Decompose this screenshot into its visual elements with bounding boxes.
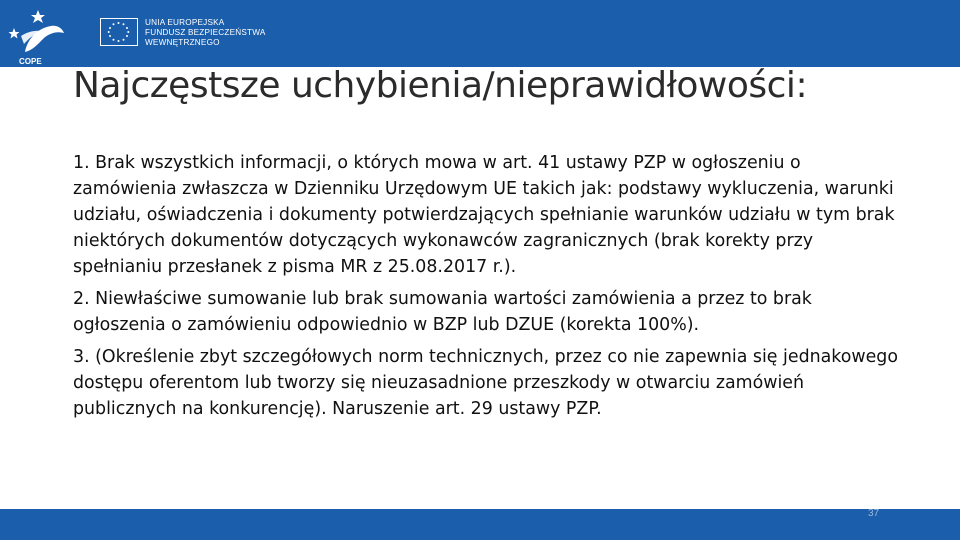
eu-flag-icon	[100, 18, 138, 46]
cope-logo-text: COPE	[19, 57, 42, 66]
list-item: 1. Brak wszystkich informacji, o których mowa w art. 41 ustawy PZP w ogłoszeniu o zamówienia zwłaszcza w Dzienniku Urzędowym UE takich jak: podstawy wykluczenia, warunki udziału, oświadczenia i dokumenty potwierdzających spełnianie warunków udziału w tym brak niektórych dokumentów dotyczących wykonawców zagranicznych (brak korekty przy spełnianiu przesłanek z pisma MR z 25.08.2017 r.).	[73, 153, 895, 277]
list-item: 3. (Określenie zbyt szczegółowych norm technicznych, przez co nie zapewnia się jednakowego dostępu oferentom lub tworzy się nieuzasadnione przeszkody w otwarciu zamówień publicznych na konkurencję). Naruszenie art. 29 ustawy PZP.	[73, 347, 898, 419]
eu-line: UNIA EUROPEJSKA	[145, 18, 225, 27]
eu-line: FUNDUSZ BEZPIECZEŃSTWA	[145, 28, 266, 37]
slide-title: Najczęstsze uchybienia/nieprawidłowości:	[73, 65, 808, 106]
footer-bar	[0, 509, 960, 540]
page-number: 37	[868, 508, 880, 519]
slide-body	[73, 150, 903, 428]
list-item: 2. Niewłaściwe sumowanie lub brak sumowania wartości zamówienia a przez to brak ogłoszenia o zamówieniu odpowiednio w BZP lub DZUE (korekta 100%).	[73, 289, 812, 335]
cope-logo-icon	[5, 6, 69, 66]
eu-fund-label	[145, 18, 266, 48]
header-bar	[0, 0, 960, 67]
eu-line: WEWNĘTRZNEGO	[145, 38, 220, 47]
